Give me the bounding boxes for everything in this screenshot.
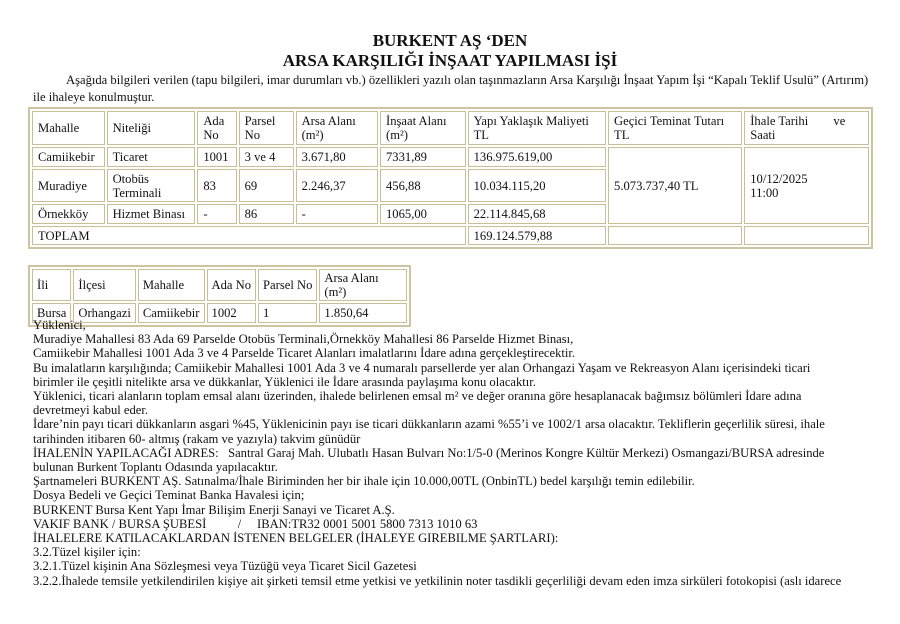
cell-mahalle: Camiikebir	[32, 147, 105, 167]
document-title-line1: BURKENT AŞ ‘DEN	[372, 31, 528, 50]
body-line: Camiikebir Mahallesi 1001 Ada 3 ve 4 Parselde Ticaret Alanları imalatlarını İdare adına gerçekleştirecektir.	[33, 346, 576, 361]
cell-ada: -	[197, 204, 236, 224]
requirements-heading: İHALELERE KATILACAKLARDAN İSTENEN BELGELER (İHALEYE GIREBILME ŞARTLARI):	[33, 531, 559, 546]
bank-iban-line: VAKIF BANK / BURSA ŞUBESİ / IBAN:TR32 0001 5001 5800 7313 1010 63	[33, 516, 478, 531]
body-line: Yüklenici, ticari alanların toplam emsal alanı üzerinden, ihalede belirlenen emsal m² ve değer oranına göre hesaplanacak bağımsız bölümleri İdare adına	[33, 389, 802, 404]
header-ada-no: Ada No	[197, 111, 236, 145]
land-cell-ada: 1002	[207, 303, 257, 323]
cell-insaat: 1065,00	[380, 204, 466, 224]
body-line: İHALENİN YAPILACAĞI ADRES: Santral Garaj Mah. Ulubatlı Hasan Bulvarı No:1/5-0 (Merinos Kongre Kültür Merkezi) Osmangazi/BURSA adresinde	[33, 445, 825, 460]
land-header-ilce: İlçesi	[73, 269, 135, 301]
total-label: TOPLAM	[32, 226, 466, 245]
document-title-line2: ARSA KARŞILIĞI İNŞAAT YAPILMASI İŞİ	[282, 51, 618, 70]
header-parsel-no: Parsel No	[239, 111, 294, 145]
cell-maliyet: 10.034.115,20	[468, 169, 606, 202]
body-line: Muradiye Mahallesi 83 Ada 69 Parselde Otobüs Terminali,Örnekköy Mahallesi 86 Parselde Hizmet Binası,	[33, 332, 574, 347]
land-cell-il: Bursa	[32, 303, 71, 323]
body-line: 3.2.Tüzel kişiler için:	[33, 545, 141, 560]
header-teminat: Geçici Teminat Tutarı TL	[608, 111, 742, 145]
total-value: 169.124.579,88	[468, 226, 606, 245]
land-table-header-row	[32, 269, 407, 301]
header-arsa-alani: Arsa Alanı (m²)	[296, 111, 378, 145]
cell-parsel: 86	[239, 204, 294, 224]
land-cell-arsa: 1.850,64	[319, 303, 407, 323]
body-line: 3.2.2.İhalede temsile yetkilendirilen kişiye ait şirketi temsil etme yetkisi ve yetkilinin noter tasdikli geçerliliği devam eden imza sirküleri fotokopisi (aslı idarece	[33, 573, 842, 588]
total-empty-teminat	[608, 226, 742, 245]
cell-niteligi: Ticaret	[107, 147, 196, 167]
total-row	[32, 226, 869, 245]
body-line: BURKENT Bursa Kent Yapı İmar Bilişim Enerji Sanayi ve Ticaret A.Ş.	[33, 502, 395, 517]
header-niteligi: Niteliği	[107, 111, 196, 145]
body-text	[33, 318, 878, 588]
cell-ada: 83	[197, 169, 236, 202]
intro-paragraph: Aşağıda bilgileri verilen (tapu bilgileri, imar durumları vb.) özellikleri yazılı olan taşınmazların Arsa Karşılığı İnşaat Yapım İşi “Kapalı Teklif Usulü” (Artırım) ile ihaleye konulmuştur.	[33, 73, 869, 104]
cell-insaat: 456,88	[380, 169, 466, 202]
table-row	[32, 147, 869, 167]
land-header-arsa: Arsa Alanı (m²)	[319, 269, 407, 301]
land-header-mahalle: Mahalle	[138, 269, 205, 301]
tender-table	[28, 107, 873, 249]
land-cell-mahalle: Camiikebir	[138, 303, 205, 323]
table-header-row	[32, 111, 869, 145]
body-line: Bu imalatların karşılığında; Camiikebir Mahallesi 1001 Ada 3 ve 4 numaralı parsellerde yer alan Orhangazi Yaşam ve Rekreasyon Alanı içerisindeki ticari	[33, 360, 811, 375]
land-cell-ilce: Orhangazi	[73, 303, 135, 323]
cell-parsel: 69	[239, 169, 294, 202]
header-ihale-tarihi: İhale Tarihi ve Saati	[744, 111, 869, 145]
cell-arsa: -	[296, 204, 378, 224]
header-maliyet: Yapı Yaklaşık Maliyeti TL	[468, 111, 606, 145]
cell-mahalle: Örnekköy	[32, 204, 105, 224]
cell-arsa: 2.246,37	[296, 169, 378, 202]
ihale-date: 10/12/2025	[750, 171, 808, 186]
ihale-time: 11:00	[750, 185, 779, 200]
cell-mahalle: Muradiye	[32, 169, 105, 202]
cell-niteligi: Otobüs Terminali	[107, 169, 196, 202]
cell-maliyet: 22.114.845,68	[468, 204, 606, 224]
cell-maliyet: 136.975.619,00	[468, 147, 606, 167]
body-line: Şartnameleri BURKENT AŞ. Satınalma/İhale Biriminden her bir ihale için 10.000,00TL (OnbinTL) bedel karşılığı temin edilebilir.	[33, 474, 695, 489]
body-line: 3.2.1.Tüzel kişinin Ana Sözleşmesi veya Tüzüğü veya Ticaret Sicil Gazetesi	[33, 559, 417, 574]
cell-insaat: 7331,89	[380, 147, 466, 167]
cell-teminat: 5.073.737,40 TL	[608, 147, 742, 224]
body-line: devretmeyi kabul eder.	[33, 403, 149, 418]
cell-niteligi: Hizmet Binası	[107, 204, 196, 224]
total-empty-tarih	[744, 226, 869, 245]
body-line: tarihinden itibaren 60- altmış (rakam ve yazıyla) takvim günüdür	[33, 431, 361, 446]
cell-parsel: 3 ve 4	[239, 147, 294, 167]
body-line: Dosya Bedeli ve Geçici Teminat Banka Havalesi için;	[33, 488, 305, 503]
body-line: İdare’nin payı ticari dükkanların asgari %45, Yüklenicinin payı ise ticari dükkanların azami %55’i ve 1002/1 arsa olacaktır. Tekliflerin geçerlilik süresi, ihale	[33, 417, 825, 432]
body-line: bulunan Burkent Toplantı Odasında yapılacaktır.	[33, 460, 278, 475]
land-header-parsel: Parsel No	[258, 269, 317, 301]
header-insaat-alani: İnşaat Alanı (m²)	[380, 111, 466, 145]
land-header-ada: Ada No	[207, 269, 257, 301]
land-header-il: İli	[32, 269, 71, 301]
cell-arsa: 3.671,80	[296, 147, 378, 167]
cell-ihale-tarihi	[744, 147, 869, 224]
body-line: birimler ile çeşitli nitelikte arsa ve dükkanlar, Yüklenici ile İdare arasında paylaşıma konu olacaktır.	[33, 374, 536, 389]
body-line: Yüklenici,	[33, 318, 86, 332]
header-mahalle: Mahalle	[32, 111, 105, 145]
land-cell-parsel: 1	[258, 303, 317, 323]
cell-ada: 1001	[197, 147, 236, 167]
